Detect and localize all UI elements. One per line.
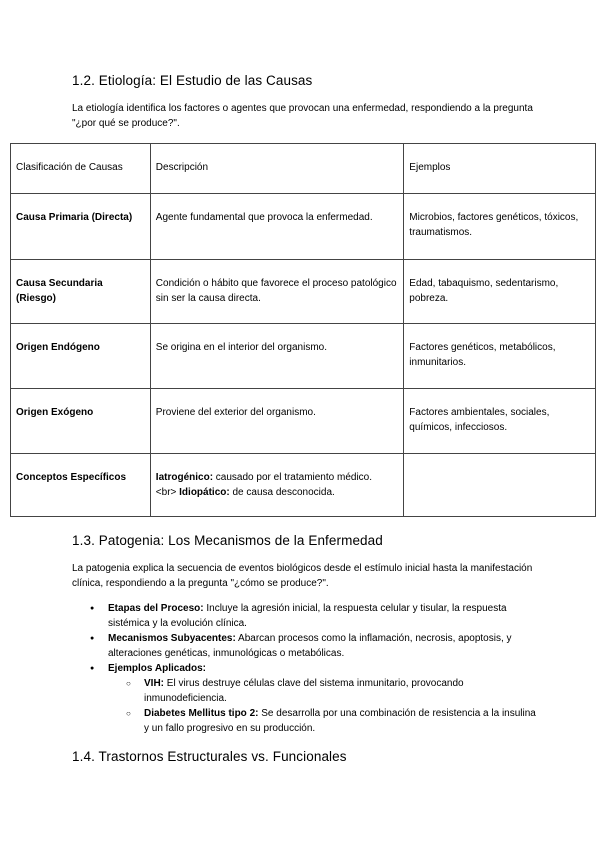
table-cell-descripcion: Se origina en el interior del organismo. [150,324,404,389]
table-cell-clasificacion: Origen Endógeno [11,324,151,389]
table-row [11,260,596,324]
table-cell-ejemplos [404,454,596,517]
sub-bullet-text: El virus destruye células clave del sistema inmunitario, provocando inmunodeficiencia. [144,678,464,704]
list-item [72,661,542,736]
section-heading-etiologia: 1.2. Etiología: El Estudio de las Causas [72,73,313,88]
table-cell-ejemplos: Microbios, factores genéticos, tóxicos, traumatismos. [404,194,596,260]
sub-bullet-term: VIH: [144,678,164,689]
table-row [11,389,596,454]
list-item [72,631,542,661]
table-header-cell: Ejemplos [404,144,596,194]
patogenia-bullet-list [72,601,542,736]
table-cell-clasificacion: Origen Exógeno [11,389,151,454]
table-row [11,194,596,260]
table-cell-ejemplos: Factores genéticos, metabólicos, inmunitarios. [404,324,596,389]
table-header-cell: Clasificación de Causas [11,144,151,194]
table-cell-descripcion: Condición o hábito que favorece el proceso patológico sin ser la causa directa. [150,260,404,324]
literal-br-text: <br> [155,487,177,498]
ejemplos-sub-list [108,676,542,736]
patogenia-intro: La patogenia explica la secuencia de eventos biológicos desde el estímulo inicial hasta la manifestación clínica, respondiendo a la pregunta "¿cómo se produce?". [72,563,533,589]
section-heading-patogenia: 1.3. Patogenia: Los Mecanismos de la Enfermedad [72,533,383,548]
table-cell-clasificacion: Causa Secundaria (Riesgo) [11,260,151,324]
table-cell-ejemplos: Factores ambientales, sociales, químicos, infecciosos. [404,389,596,454]
term-idiopatico: Idiopático: [179,487,230,498]
table-row [11,454,596,517]
def-idiopatico: de causa desconocida. [229,487,335,498]
table-cell-clasificacion: Causa Primaria (Directa) [11,194,151,260]
bullet-text: Incluye la agresión inicial, la respuesta celular y tisular, la respuesta sistémica y la evolución clínica. [108,603,507,629]
sub-list-item [108,706,542,736]
table-header-row [11,144,596,194]
list-item [72,601,542,631]
sub-bullet-term: Diabetes Mellitus tipo 2: [144,708,259,719]
etiologia-table [10,143,596,517]
table-row [11,324,596,389]
table-cell-clasificacion: Conceptos Específicos [11,454,151,517]
bullet-term: Ejemplos Aplicados: [108,663,206,674]
section-heading-trastornos: 1.4. Trastornos Estructurales vs. Funcionales [72,749,347,764]
table-cell-descripcion: Proviene del exterior del organismo. [150,389,404,454]
term-iatrogenico: Iatrogénico: [155,472,214,483]
def-iatrogenico: causado por el tratamiento médico. [213,472,373,483]
table-cell-descripcion: Agente fundamental que provoca la enfermedad. [150,194,404,260]
bullet-term: Mecanismos Subyacentes: [108,633,236,644]
table-header-cell: Descripción [150,144,404,194]
bullet-term: Etapas del Proceso: [108,603,204,614]
etiologia-intro: La etiología identifica los factores o agentes que provocan una enfermedad, respondiendo a la pregunta "¿por qué se produce?". [72,103,533,129]
sub-list-item [108,676,542,706]
bullet-text: Abarcan procesos como la inflamación, necrosis, apoptosis, y alteraciones genéticas, inmunológicas o metabólicas. [108,633,512,659]
table-cell-ejemplos: Edad, tabaquismo, sedentarismo, pobreza. [404,260,596,324]
table-cell-descripcion [150,454,404,517]
sub-bullet-text: Se desarrolla por una combinación de resistencia a la insulina y un fallo progresivo en su producción. [144,708,536,734]
